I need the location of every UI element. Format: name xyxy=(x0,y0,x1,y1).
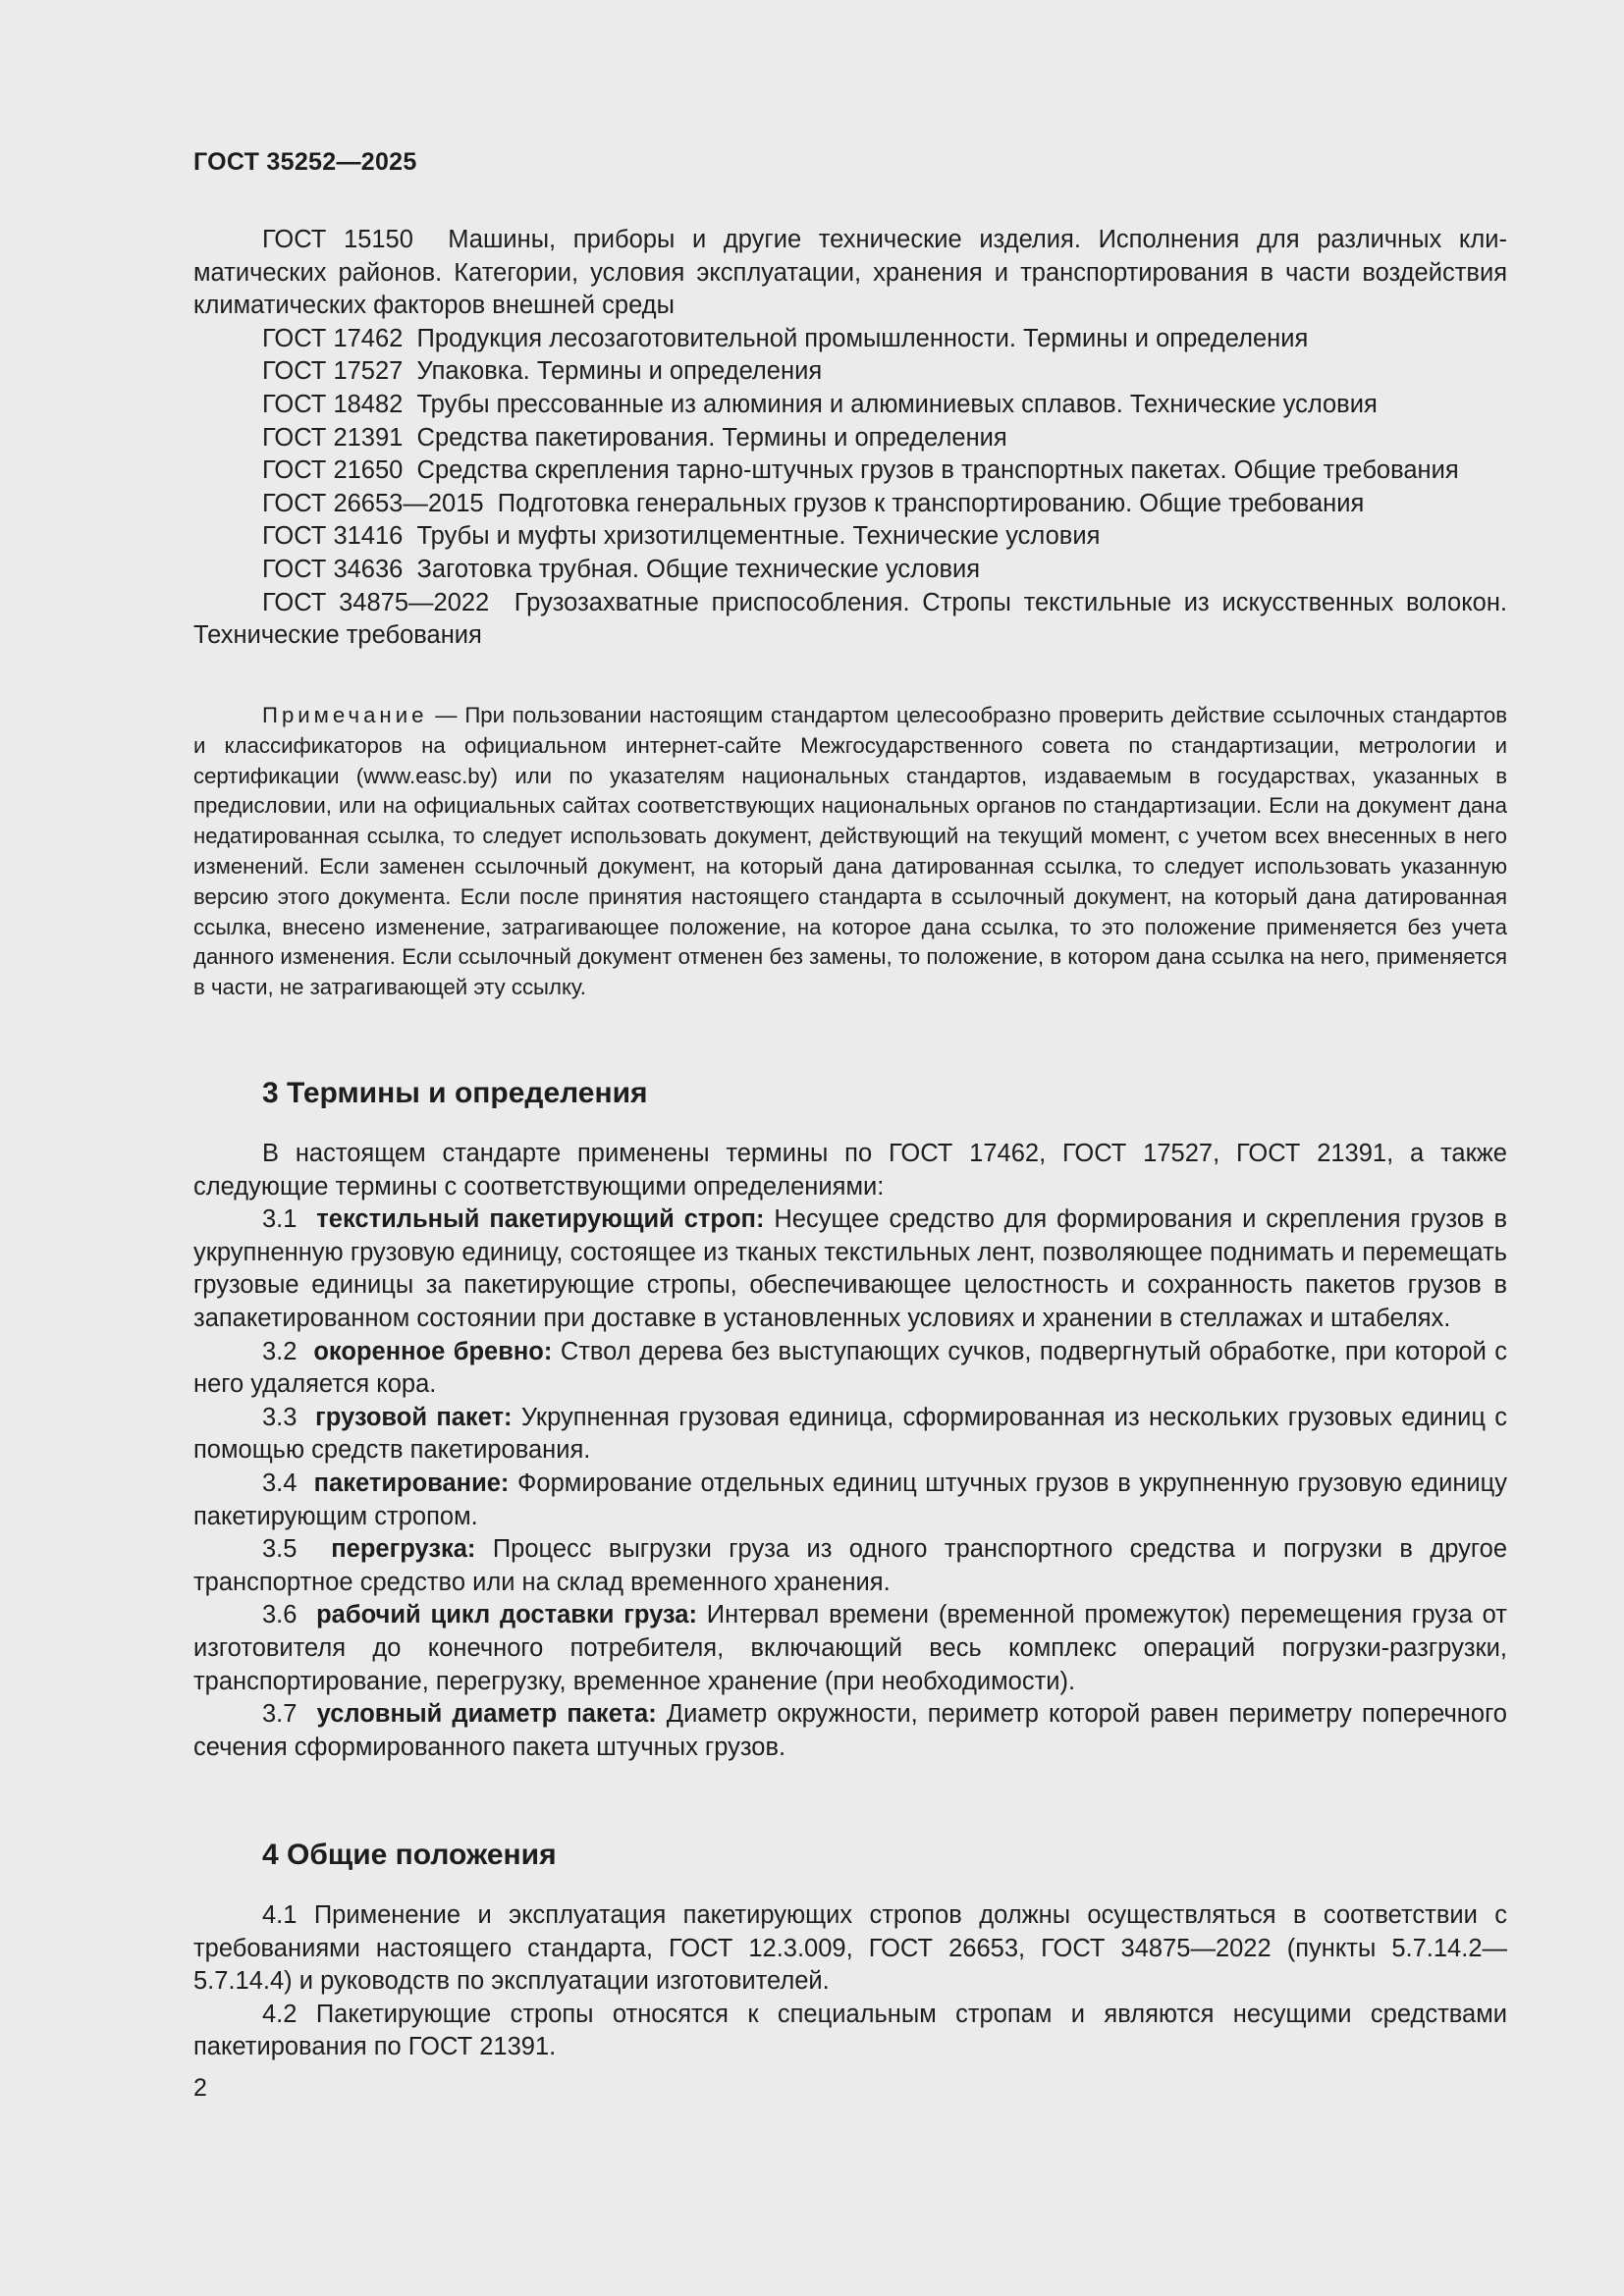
section-4-paragraph: 4.1 Применение и эксплуатация пакетирующих стропов должны осуществляться в соответствии с требованиями настоящего стандарта, ГОСТ 12.3.009, ГОСТ 26653, ГОСТ 34875—2022 (пункты 5.7.14.2— 5.7.14.4) и руководств по эксплуатации изготовителей. xyxy=(193,1901,1507,1996)
term-text: Ствол дерева без выступающих сучков, подвергнутый обработке, при которой с него удаляется кора. xyxy=(193,1337,1508,1399)
term-text: Процесс выгрузки груза из одного транспортного средства и погрузки в другое транспортное средство или на склад временного хранения. xyxy=(193,1535,1507,1596)
section-3-heading: 3 Термины и определения xyxy=(262,1077,648,1109)
term-definition xyxy=(193,1698,1507,1764)
reference-item xyxy=(193,520,1507,554)
term-text: Интервал времени (временной промежуток) перемещения груза от изготовителя до конечного потребителя, включающий весь комплекс операций погрузки-разгрузки, транспортирование, перегрузку, временное хранение (при необходимости). xyxy=(193,1601,1507,1695)
reference-item xyxy=(193,389,1507,422)
term-number: 3.6 xyxy=(262,1601,298,1629)
term-name: пакетирование: xyxy=(313,1468,510,1497)
term-number: 3.5 xyxy=(262,1535,298,1564)
reference-code: ГОСТ 17462 xyxy=(262,324,404,352)
page-number: 2 xyxy=(193,2074,207,2102)
note-paragraph xyxy=(193,701,1507,1003)
term-definition xyxy=(193,1533,1507,1599)
term-definition xyxy=(193,1599,1507,1698)
reference-code: ГОСТ 21650 xyxy=(262,456,404,485)
reference-item xyxy=(193,323,1507,356)
reference-item xyxy=(193,488,1507,521)
term-name: рабочий цикл доставки груза: xyxy=(316,1601,697,1629)
term-name: текстильный пакетирующий строп: xyxy=(316,1205,765,1234)
section-3-body xyxy=(193,1138,1507,1764)
term-number: 3.4 xyxy=(262,1468,298,1497)
term-name: грузовой пакет: xyxy=(315,1403,513,1431)
section-4-body xyxy=(193,1899,1507,2064)
term-definition xyxy=(193,1402,1507,1468)
reference-item xyxy=(193,224,1507,323)
reference-title: Трубы и муфты хризотилцементные. Технические условия xyxy=(416,522,1101,551)
reference-code: ГОСТ 21391 xyxy=(262,423,404,452)
reference-code: ГОСТ 34875—2022 xyxy=(262,588,490,616)
reference-title: Машины, приборы и другие технические изделия. Исполнения для различных климатических районов. Категории, условия эксплуатации, хранения и транспортирования в части воздействия климатических факторов внешней среды xyxy=(193,226,1507,320)
reference-code: ГОСТ 31416 xyxy=(262,522,404,551)
term-text: Укрупненная грузовая единица, сформированная из нескольких грузовых единиц с помощью средств пакетирования. xyxy=(193,1403,1507,1465)
note-text: — При пользовании настоящим стандартом целесообразно проверить действие ссылочных стандартов и классификаторов на официальном интернет-сайте Межгосударственного совета по стандартизации, метрологии и сертификации (www.easc.by) или по указателям национальных стандартов, издаваемым в государствах, указанных в предисловии, или на официальных сайтах соответствующих национальных органов по стандартизации. Если на документ дана недатированная ссылка, то следует использовать документ, действующий на текущий момент, с учетом всех внесенных в него изменений. Если заменен ссылочный документ, на который дана датированная ссылка, то следует использовать указанную версию этого документа. Если после принятия настоящего стандарта в ссылочный документ, на который дана датированная ссылка, внесено изменение, затрагивающее положение, на которое дана ссылка, то это положение применяется без учета данного изменения. Если ссылочный документ отменен без замены, то положение, в котором дана ссылка на него, применяется в части, не затрагивающей эту ссылку. xyxy=(193,703,1507,1000)
reference-item xyxy=(193,355,1507,389)
section-3-intro: В настоящем стандарте применены термины по ГОСТ 17462, ГОСТ 17527, ГОСТ 21391, а также следующие термины с соответствующими определениями: xyxy=(193,1140,1507,1201)
reference-item xyxy=(193,454,1507,488)
reference-code: ГОСТ 34636 xyxy=(262,555,404,583)
reference-title: Грузозахватные приспособления. Стропы текстильные из искусственных волокон. Технические требования xyxy=(193,588,1508,650)
note-label: Примечание xyxy=(262,703,428,727)
term-name: перегрузка: xyxy=(331,1535,476,1564)
term-number: 3.3 xyxy=(262,1403,298,1431)
reference-title: Трубы прессованные из алюминия и алюминиевых сплавов. Технические условия xyxy=(416,390,1378,418)
section-4-paragraph: 4.2 Пакетирующие стропы относятся к специальным стропам и являются несущими средствами пакетирования по ГОСТ 21391. xyxy=(193,2000,1507,2061)
term-name: окоренное бревно: xyxy=(313,1337,553,1365)
term-text: Формирование отдельных единиц штучных грузов в укрупненную грузовую единицу пакетирующим стропом. xyxy=(193,1468,1507,1530)
reference-title: Средства скрепления тарно-штучных грузов в транспортных пакетах. Общие требования xyxy=(416,456,1459,485)
reference-item xyxy=(193,587,1507,653)
document-header: ГОСТ 35252—2025 xyxy=(193,148,417,176)
reference-code: ГОСТ 18482 xyxy=(262,390,404,418)
reference-code: ГОСТ 15150 xyxy=(262,226,413,253)
reference-code: ГОСТ 17527 xyxy=(262,357,404,386)
reference-title: Упаковка. Термины и определения xyxy=(416,357,823,386)
term-definition xyxy=(193,1468,1507,1533)
term-number: 3.2 xyxy=(262,1337,298,1365)
reference-item xyxy=(193,422,1507,455)
reference-title: Заготовка трубная. Общие технические условия xyxy=(416,555,981,583)
reference-item xyxy=(193,554,1507,587)
normative-references-list xyxy=(193,224,1507,653)
reference-title: Средства пакетирования. Термины и определения xyxy=(416,423,1007,452)
term-definition xyxy=(193,1203,1507,1335)
term-definition xyxy=(193,1336,1507,1402)
reference-title: Продукция лесозаготовительной промышленности. Термины и определения xyxy=(416,324,1309,352)
term-text: Диаметр окружности, периметр которой равен периметру поперечного сечения сформированного пакета штучных грузов. xyxy=(193,1700,1507,1761)
term-number: 3.7 xyxy=(262,1700,298,1729)
reference-code: ГОСТ 26653—2015 xyxy=(262,489,484,517)
term-text: Несущее средство для формирования и скрепления грузов в укрупненную грузовую единицу, состоящее из тканых текстильных лент, позволяющее поднимать и перемещать грузовые единицы за пакетирующие стропы, обеспечивающее целостность и сохранность пакетов грузов в запакетированном состоянии при доставке в установленных условиях и хранении в стеллажах и штабелях. xyxy=(193,1205,1508,1332)
section-4-heading: 4 Общие положения xyxy=(262,1839,557,1871)
term-number: 3.1 xyxy=(262,1205,298,1234)
reference-title: Подготовка генеральных грузов к транспортированию. Общие требования xyxy=(497,489,1365,517)
term-name: условный диаметр пакета: xyxy=(316,1700,657,1729)
